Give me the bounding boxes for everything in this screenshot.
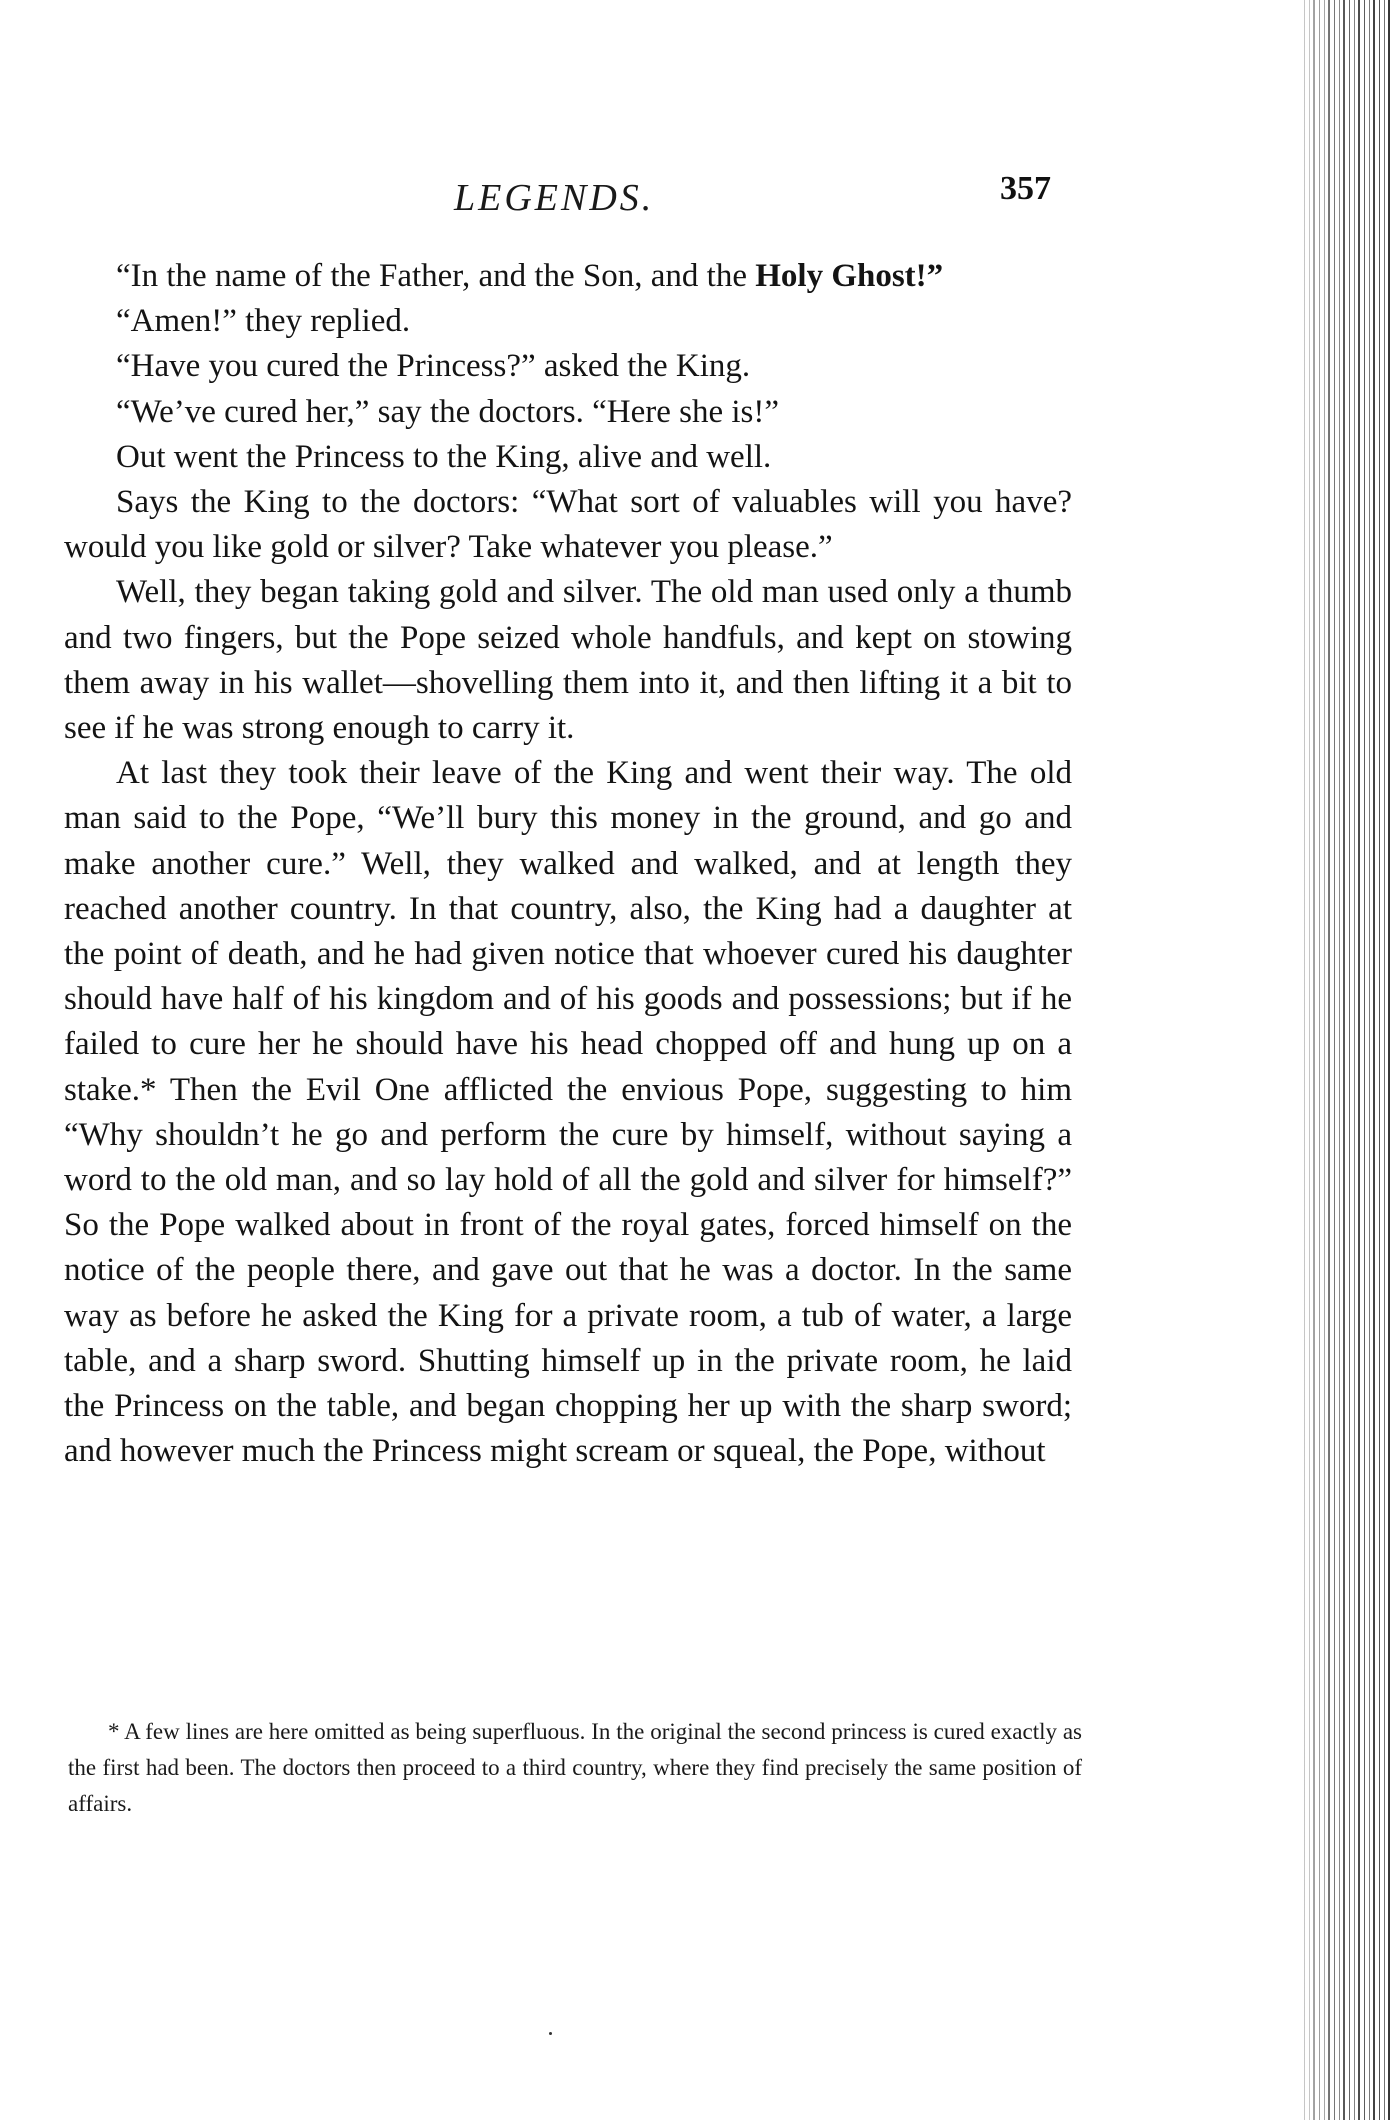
stray-ink-mark — [549, 2032, 552, 2035]
paragraph-amen: “Amen!” they replied. — [116, 303, 411, 340]
paragraph-invocation — [64, 254, 1072, 299]
page-number: 357 — [1000, 170, 1051, 207]
body-text — [64, 254, 1072, 1474]
paragraph-king-question: “Have you cured the Princess?” asked the King. — [116, 348, 751, 385]
invocation-lead: “In the name of the Father, and the Son, and the — [116, 258, 756, 294]
invocation-bold: Holy Ghost!” — [755, 258, 944, 294]
footnote-text: * A few lines are here omitted as being superfluous. In the original the second princess is cured exactly as the first had been. The doctors then proceed to a third country, where they find precisely the same position of affairs. — [68, 1719, 1082, 1816]
page-edge-shadow — [1300, 0, 1393, 2120]
paragraph-princess-returns: Out went the Princess to the King, alive and well. — [116, 438, 772, 475]
paragraph-another-cure: At last they took their leave of the King and went their way. The old man said to the Pope, “We’ll bury this money in the ground, and go and make another cure.” Well, they walked and walked, and at length they reached another country. In that country, also, the King had a daughter at the point of death, and he had given notice that whoever cured his daughter should have half of his kingdom and of his goods and possessions; but if he failed to cure her he should have his head chopped off and hung up on a stake.* Then the Evil One afflicted the envious Pope, suggesting to him “Why shouldn’t he go and perform the cure by himself, without saying a word to the old man, and so lay hold of all the gold and silver for himself?” So the Pope walked about in front of the royal gates, forced himself on the notice of the people there, and gave out that he was a doctor. In the same way as before he asked the King for a private room, a tub of water, a large table, and a sharp sword. Shutting himself up in the private room, he laid the Princess on the table, and began chopping her up with the sharp sword; and however much the Princess might scream or squeal, the Pope, without — [64, 755, 1072, 1470]
running-title: LEGENDS. — [454, 177, 655, 219]
paragraph-doctors-reply: “We’ve cured her,” say the doctors. “Here she is!” — [116, 393, 780, 430]
paragraph-gold-silver: Well, they began taking gold and silver. The old man used only a thumb and two fingers, but the Pope seized whole handfuls, and kept on stowing them away in his wallet—shovelling them into it, and then lifting it a bit to see if he was strong enough to carry it. — [64, 574, 1072, 747]
footnote — [68, 1714, 1082, 1822]
paragraph-valuables: Says the King to the doctors: “What sort of valuables will you have? would you like gold or silver? Take whatever you please.” — [64, 484, 1072, 566]
